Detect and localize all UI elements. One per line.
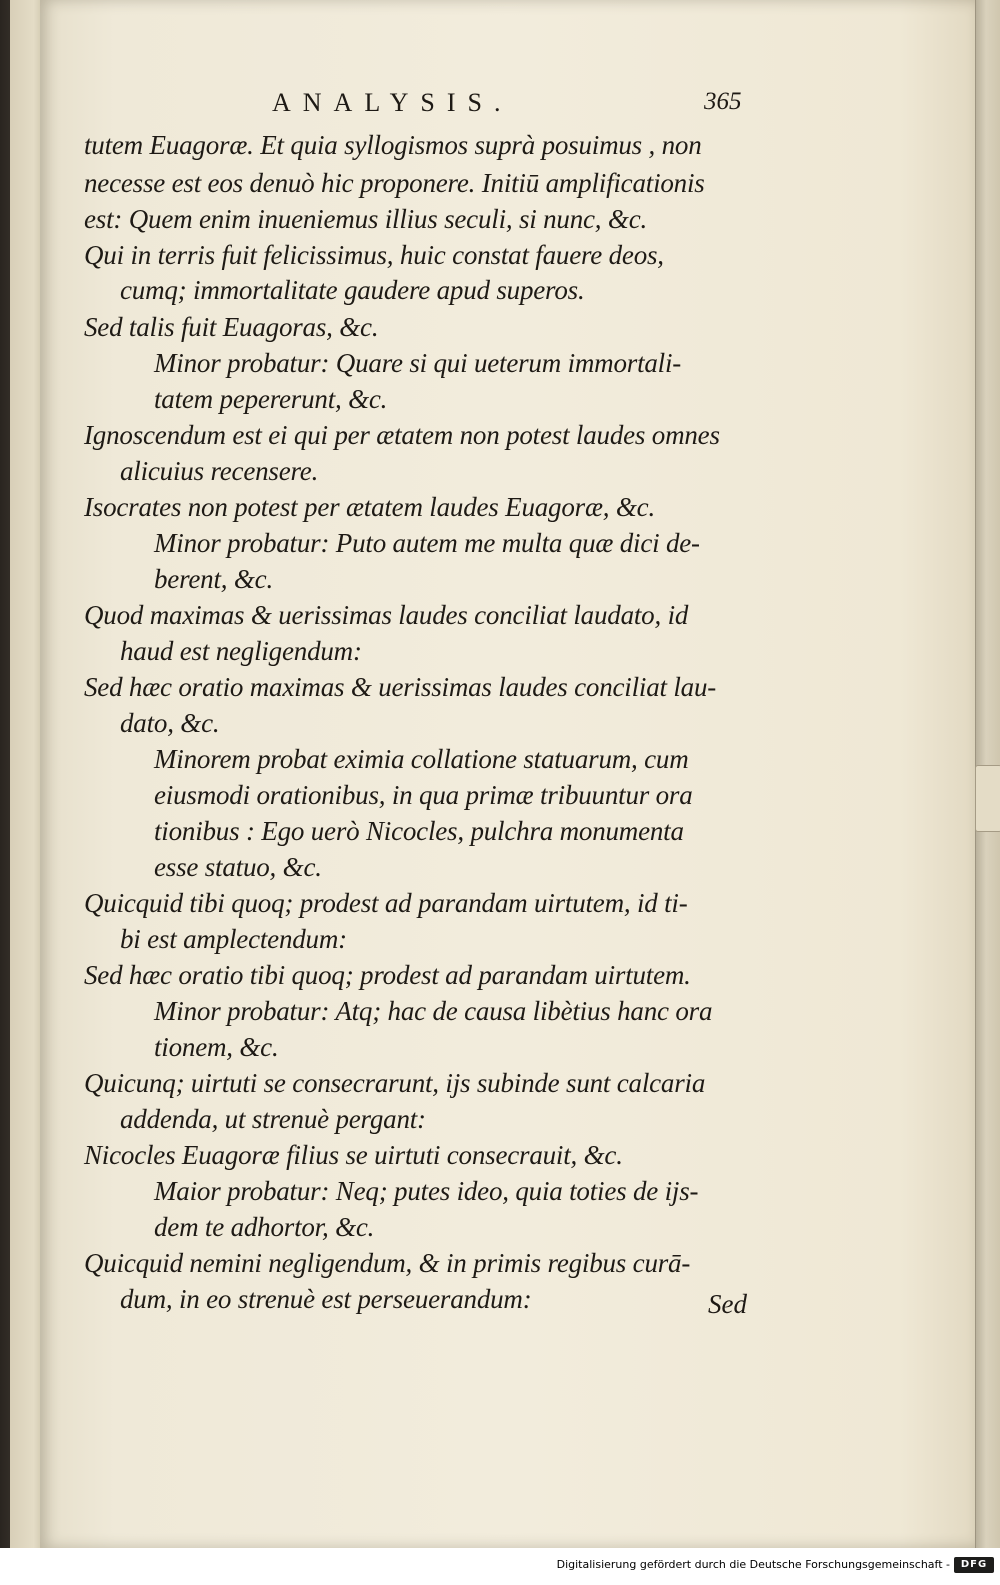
text-line: necesse est eos denuò hic proponere. Initiū amplificationis xyxy=(84,168,705,198)
text-line: tionem, &c. xyxy=(154,1032,279,1062)
text-line: dem te adhortor, &c. xyxy=(154,1212,375,1242)
text-line: Quicquid nemini negligendum, & in primis regibus curā- xyxy=(84,1248,691,1278)
page-header xyxy=(40,88,975,124)
text-line: eiusmodi orationibus, in qua primæ tribuuntur ora xyxy=(154,780,693,810)
book-page xyxy=(40,0,975,1548)
show-through xyxy=(680,300,740,320)
digitization-footer xyxy=(0,1548,1000,1585)
text-line: Maior probatur: Neq; putes ideo, quia toties de ijs- xyxy=(154,1176,699,1206)
text-line: haud est negligendum: xyxy=(120,636,362,666)
dfg-logo: DFG xyxy=(954,1557,994,1573)
running-head: ANALYSIS. xyxy=(272,88,513,117)
text-line: addenda, ut strenuè pergant: xyxy=(120,1104,426,1134)
footer-credit: Digitalisierung gefördert durch die Deutsche Forschungsgemeinschaft - xyxy=(556,1558,950,1571)
text-line: dato, &c. xyxy=(120,708,220,738)
text-line: Minor probatur: Puto autem me multa quæ dici de- xyxy=(154,528,700,558)
text-line: alicuius recensere. xyxy=(120,456,319,486)
catchword: Sed xyxy=(708,1289,747,1319)
text-line: Quod maximas & uerissimas laudes conciliat laudato, id xyxy=(84,600,689,630)
text-line: Quicquid tibi quoq; prodest ad parandam uirtutem, id ti- xyxy=(84,888,688,918)
text-line: tionibus : Ego uerò Nicocles, pulchra monumenta xyxy=(154,816,684,846)
text-line: esse statuo, &c. xyxy=(154,852,322,882)
text-line: Ignoscendum est ei qui per ætatem non potest laudes omnes xyxy=(84,420,720,450)
text-line: Minor probatur: Quare si qui ueterum immortali- xyxy=(154,348,682,378)
text-line: Sed talis fuit Euagoras, &c. xyxy=(84,312,379,342)
text-line: Nicocles Euagoræ filius se uirtuti consecrauit, &c. xyxy=(84,1140,623,1170)
bookmark-tab xyxy=(975,765,1000,832)
text-line: bi est amplectendum: xyxy=(120,924,347,954)
text-line: Sed hæc oratio maximas & uerissimas laudes conciliat lau- xyxy=(84,672,717,702)
text-line: Minor probatur: Atq; hac de causa libètius hanc ora xyxy=(154,996,713,1026)
text-line: dum, in eo strenuè est perseuerandum: xyxy=(120,1284,532,1314)
text-line: cumq; immortalitate gaudere apud superos. xyxy=(120,275,585,305)
page-number: 365 xyxy=(704,88,742,115)
text-line: est: Quem enim inueniemus illius seculi, si nunc, &c. xyxy=(84,204,648,234)
text-line: berent, &c. xyxy=(154,564,274,594)
text-line: Qui in terris fuit felicissimus, huic constat fauere deos, xyxy=(84,240,664,270)
text-line: Quicunq; uirtuti se consecrarunt, ijs subinde sunt calcaria xyxy=(84,1068,706,1098)
text-line: tatem pepererunt, &c. xyxy=(154,384,388,414)
text-line: Isocrates non potest per ætatem laudes Euagoræ, &c. xyxy=(84,492,655,522)
text-line: tutem Euagoræ. Et quia syllogismos suprà posuimus , non xyxy=(84,130,702,160)
text-line: Sed hæc oratio tibi quoq; prodest ad parandam uirtutem. xyxy=(84,960,691,990)
text-line: Minorem probat eximia collatione statuarum, cum xyxy=(154,744,689,774)
